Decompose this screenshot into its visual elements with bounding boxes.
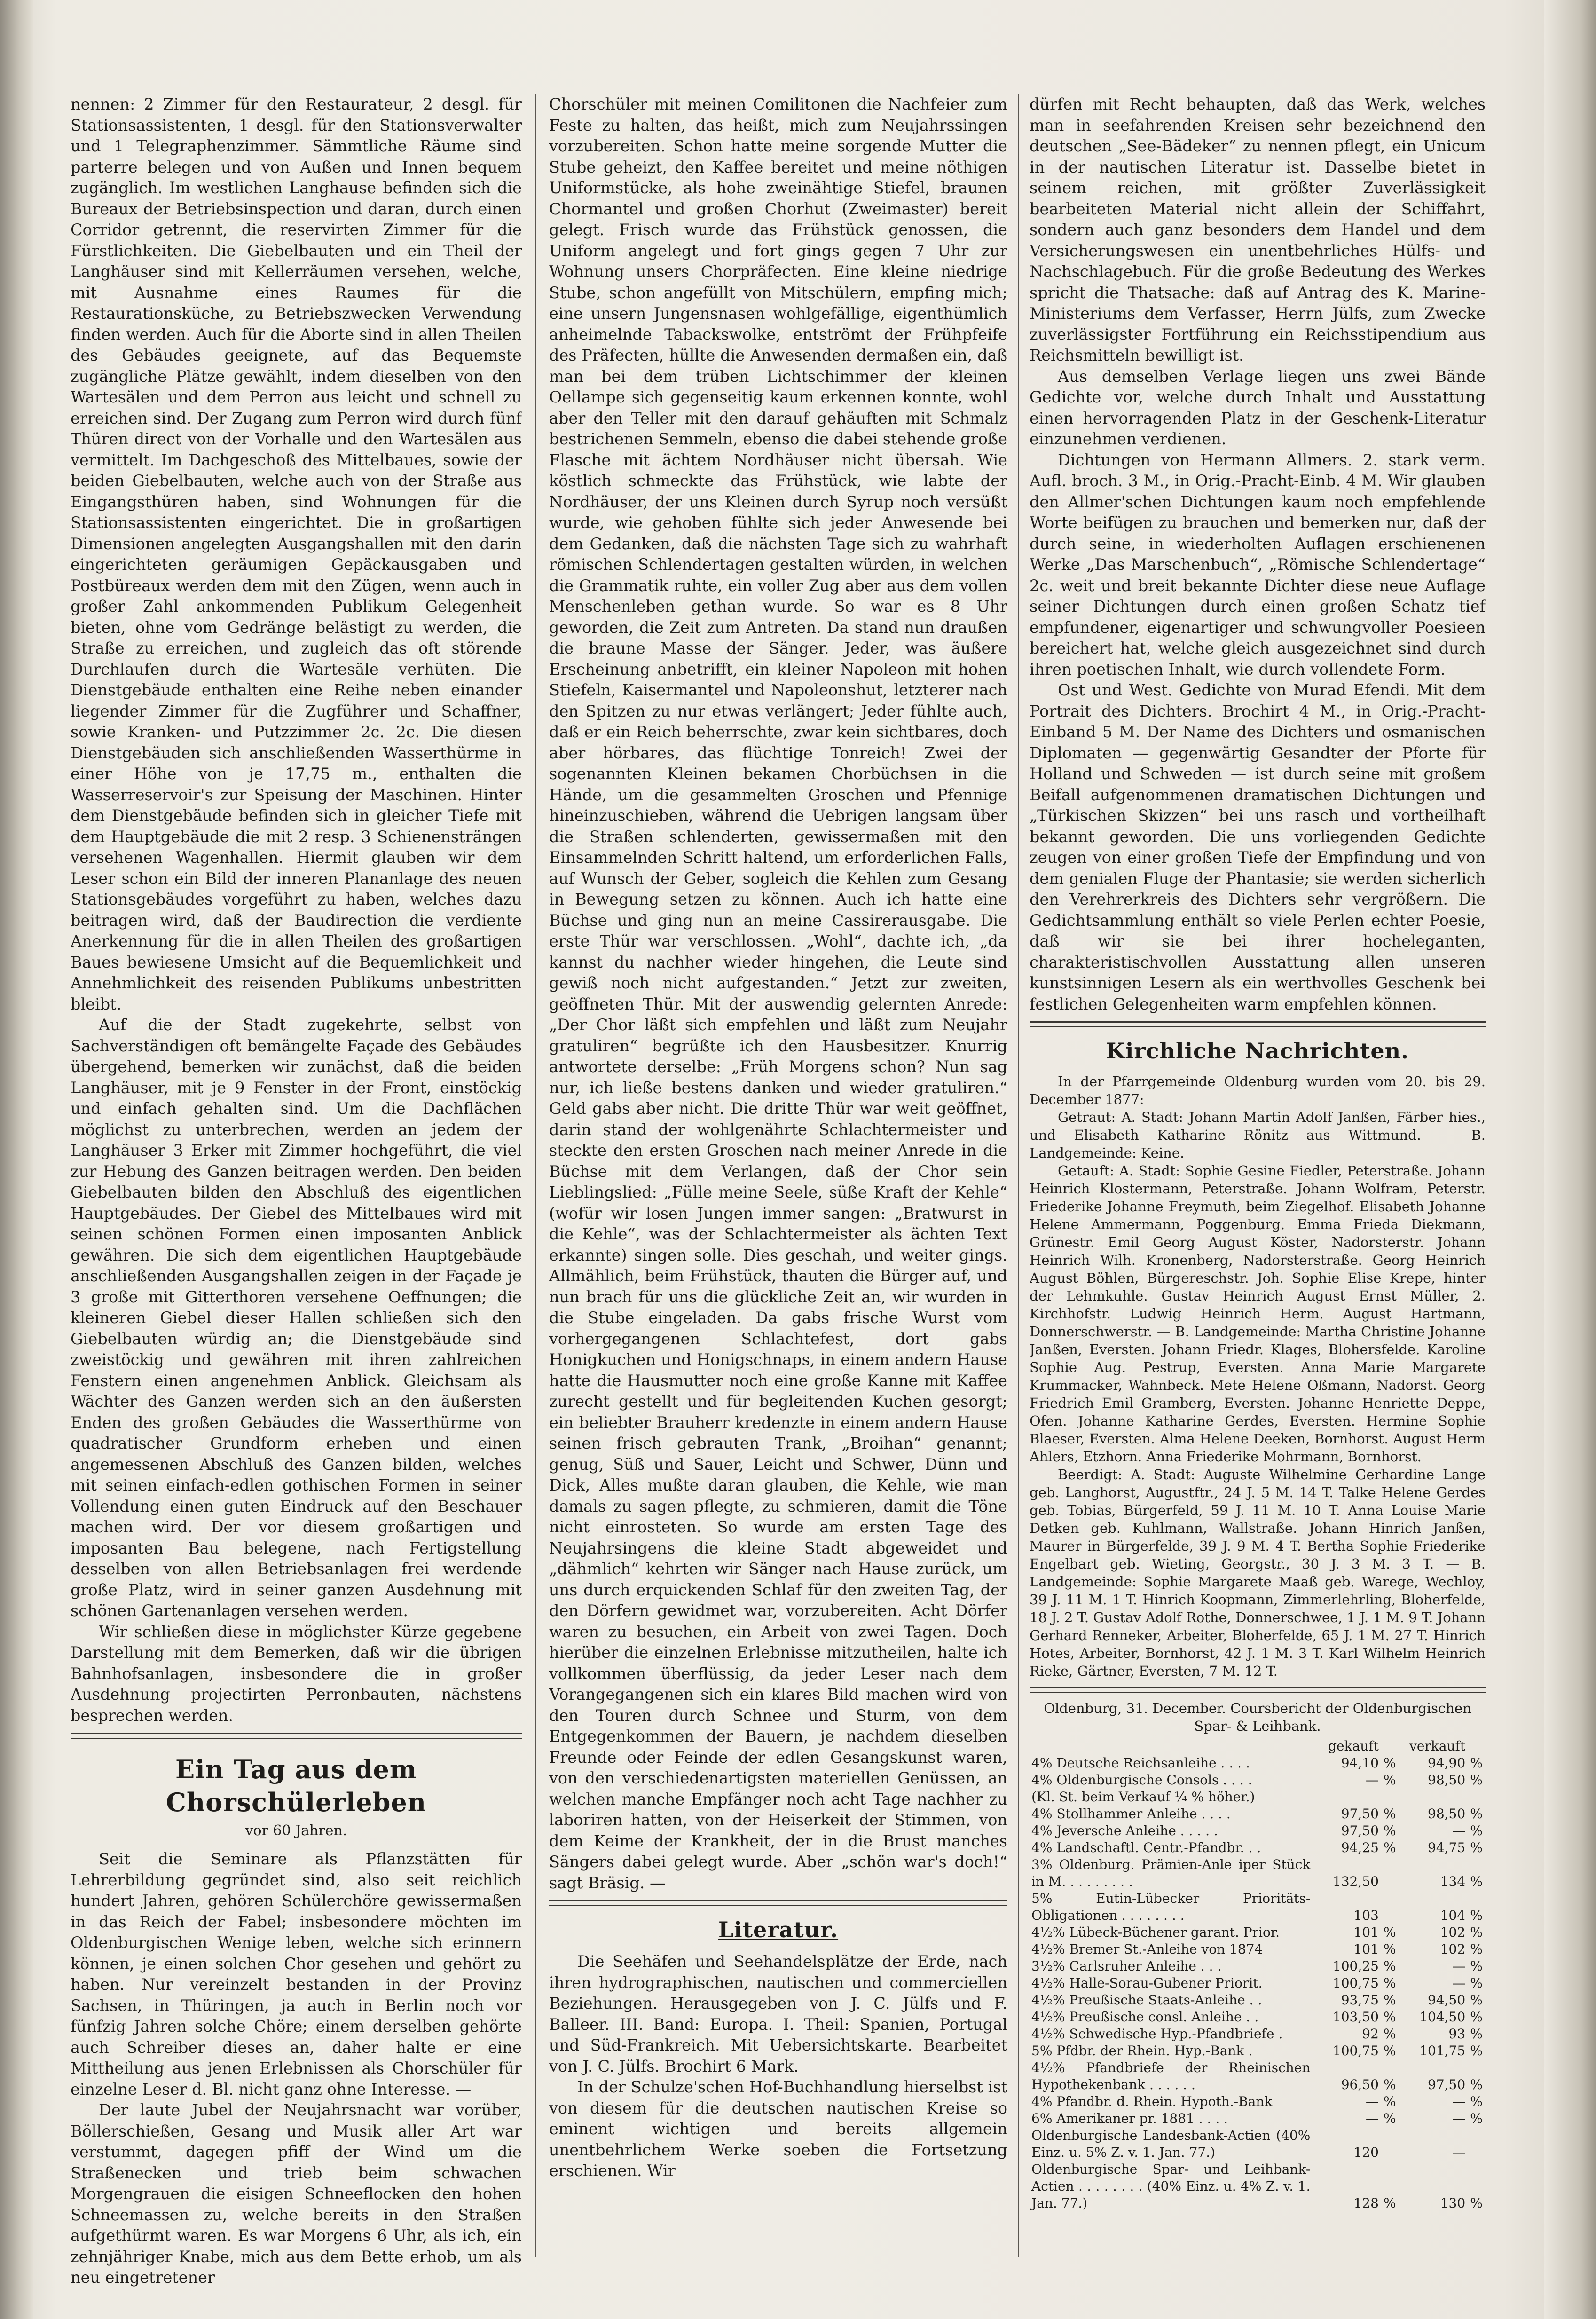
buy-unit — [1381, 1856, 1399, 1890]
course-row — [1030, 1975, 1486, 1992]
course-row — [1030, 1992, 1486, 2009]
column-header-sell: verkauft — [1409, 1738, 1466, 1754]
buy-price: — — [1365, 2111, 1379, 2126]
name: 4½% Lübeck-Büchener garant. Prior. — [1031, 1925, 1280, 1940]
buy-unit: % — [1383, 1992, 1396, 2008]
sell-unit: % — [1470, 1840, 1483, 1855]
name: 4½% Preußische Staats-Anleihe . . — [1031, 1992, 1262, 2008]
church-news-heading: Kirchliche Nachrichten. — [1106, 1038, 1409, 1064]
course-row — [1030, 1755, 1486, 1772]
sell-unit: % — [1470, 2195, 1483, 2211]
sell-price: 93 — [1448, 2026, 1466, 2042]
course-row — [1030, 2043, 1486, 2059]
buy-price: 100,75 — [1332, 2043, 1379, 2059]
article-paragraph: In der Schulze'schen Hof-Buchhandlung hierselbst ist von diesem für die deutschen nautischen Kreise so eminent wichtigen und bereits allgemein unentbehrlichem Werke soeben die Fortsetzung erschienen. Wir — [549, 2078, 1007, 2180]
sell-unit: % — [1470, 1992, 1483, 2008]
sell-unit: % — [1470, 1925, 1483, 1940]
course-row — [1030, 1924, 1486, 1941]
course-row — [1030, 2059, 1486, 2093]
column-header-buy: gekauft — [1328, 1738, 1379, 1754]
name: 4½% Preußische consl. Anleihe . . — [1031, 2009, 1259, 2025]
course-row — [1030, 1789, 1486, 1806]
sell-unit — [1467, 1789, 1486, 1806]
church-baptisms: Getauft: A. Stadt: Sophie Gesine Fiedler, Peterstraße. Johann Heinrich Klostermann, Peterstraße. Johann Wolfram, Peterstr. Friederike Johanne Freymuth, beim Ziegelhof. Elisabeth Johanne Helene Ammermann, Poggenburg. Emma Frieda Diekmann, Grünestr. Emil Georg August Köster, Nadorsterstr. Johann Heinrich Wilh. Kronenberg, Nadorsterstraße. Georg Heinrich August Böhlen, Bürgereschstr. Joh. Sophie Elise Krepe, hinter der Lehmkuhle. Gustav Heinrich August Ernst Müller, 2. Kirchhofstr. Ludwig Heinrich Herm. August Hartmann, Donnerschwerstr. — B. Landgemeinde: Martha Christine Johanne Janßen, Eversten. Johann Friedr. Klages, Blohersfelde. Karoline Sophie Aug. Pestrup, Eversten. Anna Marie Margarete Krummacker, Wahnbeck. Mete Helene Oßmann, Nadorst. Georg Friedrich Emil Gramberg, Eversten. Johanne Henriette Deppe, Ofen. Johanne Katharine Gerdes, Eversten. Hermine Sophie Blaeser, Eversten. Alma Helene Deeken, Bornhorst. August Herm Ahlers, Etzhorn. Anna Friederike Mohrmann, Bornhorst. — [1030, 1163, 1486, 1465]
name: 3½% Carlsruher Anleihe . . . — [1031, 1958, 1222, 1974]
sell-unit: % — [1470, 2026, 1483, 2042]
name: 5% Pfdbr. der Rhein. Hyp.-Bank . — [1031, 2043, 1253, 2059]
section-divider — [1030, 1687, 1486, 1693]
book-review: Dichtungen von Hermann Allmers. 2. stark verm. Aufl. broch. 3 M., in Orig.-Pracht-Einb. 4 M. Wir glauben den Allmer'schen Dichtungen kaum noch empfehlende Worte beifügen zu brauchen und bemerken nur, daß der durch seine, in wiederholten Auflagen erschienenen Werke „Das Marschenbuch“, „Römische Schlendertage“ 2c. weit und breit bekannte Dichter diese neue Auflage seiner Dichtungen durch einen großen Schatz tief empfundener, eigenartiger und schwungvoller Poesieen bereichert hat, welche gleich ausgezeichnet sind durch ihren poetischen Inhalt, wie durch vollendete Form. — [1030, 450, 1486, 678]
buy-unit — [1381, 1789, 1399, 1806]
buy-unit: % — [1383, 2026, 1396, 2042]
sell-price: — — [1452, 2145, 1466, 2160]
buy-price: 120 — [1353, 2145, 1379, 2160]
name: 4% Jeversche Anleihe . . . . . — [1031, 1823, 1218, 1838]
buy-price: 101 — [1353, 1941, 1379, 1957]
sell-unit: % — [1470, 2077, 1483, 2092]
name: 4½% Halle-Sorau-Gubener Priorit. — [1031, 1975, 1263, 1991]
name: Oldenburgische Spar- und Leihbank-Actien . . . . . . . . (40% Einz. u. 4% Z. v. 1. Jan. 77.) — [1031, 2161, 1311, 2211]
course-row — [1030, 1772, 1486, 1789]
sell-price: 102 — [1440, 1925, 1466, 1940]
sell-price — [1399, 1789, 1468, 1806]
sell-price: 102 — [1440, 1941, 1466, 1957]
sell-unit: % — [1470, 2043, 1483, 2059]
column-2 — [549, 94, 1007, 2304]
buy-unit: % — [1383, 2077, 1396, 2092]
buy-price: 93,75 — [1341, 1992, 1379, 2008]
course-row — [1030, 1806, 1486, 1822]
buy-price: 92 — [1362, 2026, 1379, 2042]
name: 4½% Pfandbriefe der Rheinischen Hypothekenbank . . . . . . — [1031, 2060, 1311, 2092]
section-divider — [1030, 1021, 1486, 1027]
buy-unit: % — [1383, 1806, 1396, 1822]
sell-unit: % — [1470, 1975, 1483, 1991]
sell-price: — — [1452, 1823, 1466, 1838]
name: Oldenburgische Landesbank-Actien (40% Einz. u. 5% Z. v. 1. Jan. 77.) — [1031, 2128, 1311, 2160]
sell-unit: % — [1470, 1806, 1483, 1822]
article-paragraph: Wir schließen diese in möglichster Kürze gegebene Darstellung mit dem Bemerken, daß wir die übrigen Bahnhofsanlagen, insbesondere die in großer Ausdehnung projectirten Perronbauten, nächstens besprechen werden. — [71, 1622, 522, 1725]
course-row — [1030, 2127, 1486, 2161]
name: (Kl. St. beim Verkauf ¼ % höher.) — [1031, 1789, 1255, 1805]
course-row — [1030, 2026, 1486, 2043]
buy-unit: % — [1383, 1975, 1396, 1991]
buy-price: — — [1365, 1772, 1379, 1788]
buy-price: 103 — [1353, 1908, 1379, 1923]
article-paragraph: dürfen mit Recht behaupten, daß das Werk, welches man in seefahrenden Kreisen sehr bezeichnend den deutschen „See-Bädeker“ zu nennen pflegt, ein Unicum in der nautischen Literatur ist. Dasselbe bietet in seinem reichen, mit größter Zuverlässigkeit bearbeiteten Material nicht allein der Schiffahrt, sondern auch ganz besonders dem Handel und dem Versicherungswesen ein unentbehrliches Hülfs- und Nachschlagebuch. Für die große Bedeutung des Werkes spricht die Thatsache: daß auf Antrag des K. Marine-Ministeriums dem Verfasser, Herrn Jülfs, zum Zwecke zuverlässigster Fortführung ein Reichsstipendium aus Reichsmitteln bewilligt ist. — [1030, 95, 1486, 364]
binding-spine — [0, 0, 33, 2319]
page-edge — [1544, 0, 1596, 2319]
buy-price: 100,25 — [1332, 1958, 1379, 1974]
name: 4½% Schwedische Hyp.-Pfandbriefe . — [1031, 2026, 1283, 2042]
column-1 — [71, 94, 522, 2304]
sell-unit: % — [1470, 1772, 1483, 1788]
course-row — [1030, 2161, 1486, 2212]
buy-price: 100,75 — [1332, 1975, 1379, 1991]
name: 4% Pfandbr. d. Rhein. Hypoth.-Bank — [1031, 2094, 1273, 2109]
column-3 — [1030, 94, 1486, 2304]
sell-unit: % — [1470, 1958, 1483, 1974]
church-marriages: Getraut: A. Stadt: Johann Martin Adolf Janßen, Färber hies., und Elisabeth Katharine Rönitz aus Wittmund. — B. Landgemeinde: Keine. — [1030, 1109, 1486, 1161]
course-table-header — [1030, 1738, 1486, 1755]
sell-price: — — [1452, 1975, 1466, 1991]
literature-entry: Die Seehäfen und Seehandelsplätze der Erde, nach ihren hydrographischen, nautischen und commerciellen Beziehungen. Herausgegeben von J. C. Jülfs und F. Balleer. III. Band: Europa. I. Theil: Spanien, Portugal und Süd-Frankreich. Mit Uebersichtskarte. Bearbeitet von J. C. Jülfs. Brochirt 6 Mark. — [549, 1952, 1007, 2075]
buy-price: 101 — [1353, 1925, 1379, 1940]
sell-price: 101,75 — [1419, 2043, 1466, 2059]
column-rule — [535, 94, 536, 2257]
column-rule — [1018, 94, 1019, 2257]
sell-unit: % — [1470, 1941, 1483, 1957]
buy-unit: % — [1383, 1823, 1396, 1838]
course-row — [1030, 1890, 1486, 1924]
buy-unit: % — [1383, 1840, 1396, 1855]
sell-price: 97,50 — [1428, 2077, 1466, 2092]
sell-price: — — [1452, 2111, 1466, 2126]
buy-unit: % — [1383, 1941, 1396, 1957]
sell-price: 94,90 — [1428, 1755, 1466, 1771]
sell-price: 104,50 — [1419, 2009, 1466, 2025]
sell-price: 134 — [1440, 1874, 1466, 1889]
sell-unit: % — [1470, 1908, 1483, 1923]
name: 6% Amerikaner pr. 1881 . . . . — [1031, 2111, 1228, 2126]
course-row — [1030, 1958, 1486, 1975]
sell-price: — — [1452, 2094, 1466, 2109]
name: 4% Stollhammer Anleihe . . . . — [1031, 1806, 1231, 1822]
sell-price: 104 — [1440, 1908, 1466, 1923]
sell-price: 130 — [1440, 2195, 1466, 2211]
buy-price: 97,50 — [1341, 1823, 1379, 1838]
article-paragraph: Chorschüler mit meinen Comilitonen die Nachfeier zum Feste zu halten, das heißt, mich zum Neujahrssingen vorzubereiten. Schon hatte meine sorgende Mutter die Stube geheizt, den Kaffee bereitet und meine nöthigen Uniformstücke, als hohe zweinähtige Stiefel, braunen Chormantel und großen Chorhut (Zweimaster) bereit gelegt. Frisch wurde das Frühstück genossen, die Uniform angelegt und fort gings gegen 7 Uhr zur Wohnung unsers Chorpräfecten. Eine kleine niedrige Stube, schon angefüllt von Mitschülern, empfing mich; eine unsern Jungensnasen wohlgefällige, eigenthümlich anheimelnde Tabackswolke, entströmt der Frühpfeife des Präfecten, hüllte die Anwesenden dermaßen ein, daß man bei dem trüben Lichtschimmer der kleinen Oellampe sich gegenseitig kaum erkennen konnte, wohl aber den Teller mit den darauf gehäuften mit Schmalz bestrichenen Semmeln, ebenso die dabei stehende große Flasche mit ächtem Nordhäuser nicht übersah. Wie köstlich schmeckte das Frühstück, wie labte der Nordhäuser, der uns Kleinen durch Syrup noch versüßt wurde, wie gehoben fühlte sich jeder Anwesende bei dem Gedanken, daß die nächsten Tage sich zu wahrhaft römischen Schlendertagen gestalten würden, in welchen die Grammatik ruhte, ein voller Zug aber aus dem vollen Menschenleben gethan wurde. So war es 8 Uhr geworden, die Zeit zum Antreten. Da stand nun draußen die braune Masse der Sänger. Jeder, was äußere Erscheinung anbetrifft, ein kleiner Napoleon mit hohen Stiefeln, Kaisermantel und Napoleonshut, letzterer nach den Spitzen zu nur etwas verlängert; Jeder fühlte auch, daß er ein Reich beherrschte, zwar kein sichtbares, doch aber hörbares, das flüchtige Tonreich! Zwei der sogenannten Kleinen bekamen Chorbüchsen in die Hände, um die gesammelten Groschen und Pfennige hineinzuschieben, während die Uebrigen langsam über die Straßen schlenderten, gewissermaßen mit den Einsammelnden Schritt haltend, um erforderlichen Falls, auf Wunsch der Geber, sogleich die Kehlen zum Gesang in Bewegung setzen zu können. Auch ich hatte eine Büchse und ging nun an meine Cassirerausgabe. Die erste Thür war verschlossen. „Wohl“, dachte ich, „da kannst du nachher wieder hingehen, die Leute sind gewiß noch nicht aufgestanden.“ Jetzt zur zweiten, geöffneten Thür. Mit der auswendig gelernten Anrede: „Der Chor läßt sich empfehlen und läßt zum Neujahr gratuliren“ begrüßte ich den Hausbesitzer. Knurrig antwortete derselbe: „Früh Morgens schon? Nun sag nur, ich ließe bestens danken und wieder gratuliren.“ Geld gabs aber nicht. Die dritte Thür war weit geöffnet, darin stand der wohlgenährte Schlachtermeister und steckte den ersten Groschen nach meiner Anrede in die Büchse mit dem Verlangen, daß der Chor sein Lieblingslied: „Fülle meine Seele, süße Kraft der Kehle“ (wofür wir losen Jungen immer sangen: „Bratwurst in die Kehle“, was der Schlachtermeister als ächten Text erkannte) singen solle. Dies geschah, und weiter gings. Allmählich, beim Frühstück, thauten die Bürger auf, und nun brach für uns die glückliche Zeit an, wir wurden in die Stube eingeladen. Da gabs frische Wurst vom vorhergegangenen Schlachtefest, dort gabs Honigkuchen und Honigschnaps, in einem andern Hause hatte die Hausmutter noch eine große Kanne mit Kaffee zurecht gestellt und für begleitenden Kuchen gesorgt; ein beliebter Brauherr kredenzte in einem andern Hause seinen frisch gebrauten Trank, „Broihan“ genannt; genug, Süß und Sauer, Leicht und Schwer, Dünn und Dick, Alles mußte daran glauben, die Kehle, wie man damals zu sagen pflegte, zu schmieren, damit die Töne nicht einrosteten. So wurde am ersten Tage des Neujahrsingens die kleine Stadt abgeweidet und „dähmlich“ kehrten wir Sänger nach Hause zurück, um uns durch erquickenden Schlaf für den zweiten Tag, der den Dörfern gewidmet war, vorzubereiten. Acht Dörfer waren zu besuchen, ein Arbeit von zwei Tagen. Doch hierüber die einzelnen Erlebnisse mitzutheilen, halte ich vollkommen überflüssig, da jeder Leser nach dem Vorangegangenen sich ein klares Bild machen wird von den Touren durch Schnee und Sturm, von dem Entgegenkommen der Bauern, je nachdem dieselben Freunde oder Feinde der edlen Gesangskunst waren, von den verschiedenartigsten materiellen Genüssen, an welchen manche Empfänger noch acht Tage nachher zu laboriren hatten, von der Heiserkeit der Stimmen, von dem Keime der Krankheit, der in die Brust manches Sängers dabei gelegt wurde. Aber „schön war's doch!“ sagt Bräsig. — — [549, 95, 1007, 1892]
sell-unit: % — [1470, 2111, 1483, 2126]
article-paragraph: Auf die der Stadt zugekehrte, selbst von Sachverständigen oft bemängelte Façade des Gebäudes übergehend, bemerken wir zunächst, daß die beiden Langhäuser, mit je 9 Fenster in der Front, einstöckig und einfach gehalten sind. Um die Dachflächen möglichst zu unterbrechen, werden an jedem der Langhäuser 3 Erker mit Zimmer hochgeführt, die viel zur Hebung des Ganzen beitragen werden. Den beiden Giebelbauten bilden den Abschluß des eigentlichen Hauptgebäudes. Der Giebel des Mittelbaues wird mit seinen schönen Formen einen imposanten Anblick gewähren. Die sich dem eigentlichen Hauptgebäude anschließenden Ausgangshallen zeigen in der Façade je 3 große mit Gitterthoren versehene Oeffnungen; die kleineren Giebel dieser Hallen schließen sich den Giebelbauten würdig an; die Dienstgebäude sind zweistöckig und gewähren mit ihren zahlreichen Fenstern einen angenehmen Anblick. Gleichsam als Wächter des Ganzen werden sich an den äußersten Enden des großen Gebäudes die Wasserthürme von quadratischer Grundform erheben und einen angemessenen Abschluß des Ganzen bilden, welches mit seinen einfach-edlen gothischen Formen in seiner Vollendung einen guten Eindruck auf den Beschauer machen wird. Der vor diesem großartigen und imposanten Bau belegene, nach Fertigstellung desselben von allen Betriebsanlagen frei werdende große Platz, wird in seiner ganzen Ausdehnung mit schönen Gartenanlagen versehen werden. — [71, 1016, 522, 1620]
name: 4% Landschaftl. Centr.-Pfandbr. . . — [1031, 1840, 1261, 1855]
buy-unit — [1381, 2127, 1399, 2161]
sell-unit: % — [1470, 1874, 1483, 1889]
course-table — [1030, 1738, 1486, 2212]
sell-price: 98,50 — [1428, 1806, 1466, 1822]
course-row — [1030, 1822, 1486, 1839]
course-row — [1030, 1941, 1486, 1958]
name: 4½% Bremer St.-Anleihe von 1874 — [1031, 1941, 1263, 1957]
buy-price: 94,25 — [1341, 1840, 1379, 1855]
buy-unit: % — [1383, 1958, 1396, 1974]
buy-price: — — [1365, 2094, 1379, 2109]
course-row — [1030, 2009, 1486, 2026]
section-divider — [549, 1900, 1007, 1906]
article-paragraph: nennen: 2 Zimmer für den Restaurateur, 2 desgl. für Stationsassistenten, 1 desgl. für den Stationsverwalter und 1 Telegraphenzimmer. Sämmtliche Räume sind parterre belegen und von Außen und Innen bequem zugänglich. Im westlichen Langhause befinden sich die Bureaux der Betriebsinspection und daran, durch einen Corridor getrennt, die reservirten Zimmer für die Fürstlichkeiten. Die Giebelbauten und ein Theil der Langhäuser sind mit Kellerräumen versehen, welche, mit Ausnahme eines Raumes für die Restaurationsküche, zu Betriebszwecken Verwendung finden werden. Auch für die Aborte sind in allen Theilen des Gebäudes geeignete, auf das Bequemste zugängliche Plätze gewählt, indem dieselben von den Wartesälen und dem Perron aus leicht und schnell zu erreichen sind. Der Zugang zum Perron wird durch fünf Thüren direct von der Vorhalle und den Wartesälen aus vermittelt. Im Dachgeschoß des Mittelbaues, sowie der beiden Giebelbauten, welche auch von der Straße aus Eingangsthüren haben, sind Wohnungen für die Stationsassistenten eingerichtet. Die in großartigen Dimensionen angelegten Ausgangshallen mit den darin eingerichteten geräumigen Gepäckausgaben und Postbüreaux werden dem mit den Zügen, wenn auch in großer Zahl ankommenden Publikum Gelegenheit bieten, ohne vom Gedränge belästigt zu werden, die Straße zu erreichen, und zugleich das oft störende Durchlaufen durch die Wartesäle verhüten. Die Dienstgebäude enthalten eine Reihe neben einander liegender Zimmer für die Zugführer und Schaffner, sowie Kranken- und Putzzimmer 2c. 2c. Die diesen Dienstgebäuden sich anschließenden Wasserthürme in einer Höhe von je 17,75 m., enthalten die Wasserreservoir's zur Speisung der Maschinen. Hinter dem Dienstgebäude befinden sich in gleicher Tiefe mit dem Hauptgebäude die mit 2 resp. 3 Schienensträngen versehenen Wagenhallen. Hiermit glauben wir dem Leser schon ein Bild der inneren Plananlage des neuen Stationsgebäudes vorgeführt zu haben, welches dazu beitragen wird, daß der Baudirection die verdiente Anerkennung für die in allen Theilen des großartigen Baues bewiesene Umsicht auf die Bequemlichkeit und Annehmlichkeit des reisenden Publikums unbestritten bleibt. — [71, 95, 522, 1013]
buy-price: 97,50 — [1341, 1806, 1379, 1822]
book-review: Ost und West. Gedichte von Murad Efendi. Mit dem Portrait des Dichters. Brochirt 4 M., in Orig.-Pracht-Einband 5 M. Der Name des Dichters und osmanischen Diplomaten — gegenwärtig Gesandter der Pforte für Holland und Schweden — ist durch seine mit großem Beifall aufgenommenen dramatischen Dichtungen und „Türkischen Skizzen“ bei uns rasch und vortheilhaft bekannt geworden. Die uns vorliegenden Gedichte zeugen von einer großen Tiefe der Empfindung und von dem genialen Fluge der Phantasie; sie werden sicherlich den Verehrerkreis des Dichters sehr vergrößern. Die Gedichtsammlung enthält so viele Perlen echter Poesie, daß wir sie bei ihrer hocheleganten, charakteristischvollen Ausstattung allen unseren kunstsinnigen Lesern als ein werthvolles Geschenk bei festlichen Gelegenheiten warm empfehlen können. — [1030, 681, 1486, 1013]
sell-unit: % — [1470, 2009, 1483, 2025]
course-row — [1030, 2093, 1486, 2110]
buy-unit: % — [1383, 2043, 1396, 2059]
sell-price: 94,50 — [1428, 1992, 1466, 2008]
literature-heading: Literatur. — [718, 1917, 839, 1942]
buy-price: 132,50 — [1332, 1874, 1379, 1889]
sell-price: — — [1452, 1958, 1466, 1974]
buy-price: 96,50 — [1341, 2077, 1379, 2092]
article-subtitle: vor 60 Jahren. — [245, 1822, 347, 1839]
buy-unit: % — [1383, 2009, 1396, 2025]
buy-unit: % — [1383, 2195, 1396, 2211]
church-intro: In der Pfarrgemeinde Oldenburg wurden vom 20. bis 29. December 1877: — [1030, 1073, 1486, 1107]
buy-unit: % — [1383, 2094, 1396, 2109]
sell-unit: % — [1470, 2094, 1483, 2109]
sell-unit: % — [1470, 1755, 1483, 1771]
course-row — [1030, 1839, 1486, 1856]
course-row — [1030, 2110, 1486, 2127]
article-paragraph: Seit die Seminare als Pflanzstätten für Lehrerbildung gegründet sind, also seit reichlich hundert Jahren, gehören Schülerchöre gewissermaßen in das Reich der Fabel; insbesondere möchten im Oldenburgischen Wenige leben, welche sich erinnern können, je einen solchen Chor gesehen und gehört zu haben. Nur vereinzelt bestanden in der Provinz Sachsen, in Thüringen, ja auch in Berlin noch vor fünfzig Jahren solche Chöre; einem derselben gehörte auch Schreiber dieses an, daher halte er eine Mittheilung aus jenen Erlebnissen als Chorschüler für einzelne Leser d. Bl. nicht ganz ohne Interesse. — — [71, 1850, 522, 2098]
course-report-title: Oldenburg, 31. December. Coursbericht der Oldenburgischen Spar- & Leihbank. — [1044, 1700, 1471, 1734]
buy-unit: % — [1383, 2111, 1396, 2126]
sell-unit: % — [1470, 1823, 1483, 1838]
name: 4% Oldenburgische Consols . . . . — [1031, 1772, 1252, 1788]
buy-price — [1312, 1789, 1381, 1806]
name: 3% Oldenburg. Prämien-Anle iper Stück in M. . . . . . . . . — [1031, 1857, 1311, 1889]
buy-unit: % — [1383, 1772, 1396, 1788]
article-paragraph: Der laute Jubel der Neujahrsnacht war vorüber, Böllerschießen, Gesang und Musik aller Art war verstummt, dagegen pfiff der Wind um die Straßenecken und trieb beim schwachen Morgengrauen die eisigen Schneeflocken den hohen Schneemassen zu, welche bereits in den Straßen aufgethürmt waren. Es war Morgens 6 Uhr, als ich, ein zehnjähriger Knabe, mich aus dem Bette erhob, um als neu eingetretener — [71, 2101, 522, 2287]
buy-unit: % — [1383, 1925, 1396, 1940]
buy-unit: % — [1383, 1755, 1396, 1771]
course-row — [1030, 1856, 1486, 1890]
section-divider — [71, 1733, 522, 1739]
sell-price: 98,50 — [1428, 1772, 1466, 1788]
buy-unit — [1381, 1890, 1399, 1924]
article-paragraph: Aus demselben Verlage liegen uns zwei Bände Gedichte vor, welche durch Inhalt und Ausstattung einen hervorragenden Platz in der Geschenk-Literatur einzunehmen verdienen. — [1030, 367, 1486, 448]
church-burials: Beerdigt: A. Stadt: Auguste Wilhelmine Gerhardine Lange geb. Langhorst, Augustftr., 24 J. 5 M. 14 T. Talke Helene Gerdes geb. Tobias, Bürgerfeld, 59 J. 11 M. 10 T. Anna Louise Marie Detken geb. Kuhlmann, Wallstraße. Johann Hinrich Janßen, Maurer in Bürgerfelde, 39 J. 9 M. 4 T. Bertha Sophie Friederike Engelbart geb. Wieting, Georgstr., 30 J. 3 M. 3 T. — B. Landgemeinde: Sophie Margarete Maaß geb. Warege, Wechloy, 39 J. 11 M. 1 T. Hinrich Koopmann, Zimmerlehrling, Bloherfelde, 18 J. 2 T. Gustav Adolf Rothe, Donnerschwee, 1 J. 1 M. 9 T. Johann Gerhard Renneker, Arbeiter, Bloherfelde, 65 J. 1 M. 27 T. Hinrich Hotes, Arbeiter, Bornhorst, 42 J. 1 M. 3 T. Karl Wilhelm Heinrich Rieke, Gärtner, Eversten, 7 M. 12 T. — [1030, 1467, 1486, 1679]
course-table-body — [1030, 1755, 1486, 2212]
name: 5% Eutin-Lübecker Prioritäts-Obligationen . . . . . . . . — [1031, 1891, 1311, 1923]
buy-price: 94,10 — [1341, 1755, 1379, 1771]
buy-price: 128 — [1353, 2195, 1379, 2211]
sell-price: 94,75 — [1428, 1840, 1466, 1855]
article-title: Ein Tag aus dem Chorschülerleben — [165, 1754, 427, 1817]
buy-price: 103,50 — [1332, 2009, 1379, 2025]
name: 4% Deutsche Reichsanleihe . . . . — [1031, 1755, 1250, 1771]
sell-unit — [1467, 2127, 1486, 2161]
